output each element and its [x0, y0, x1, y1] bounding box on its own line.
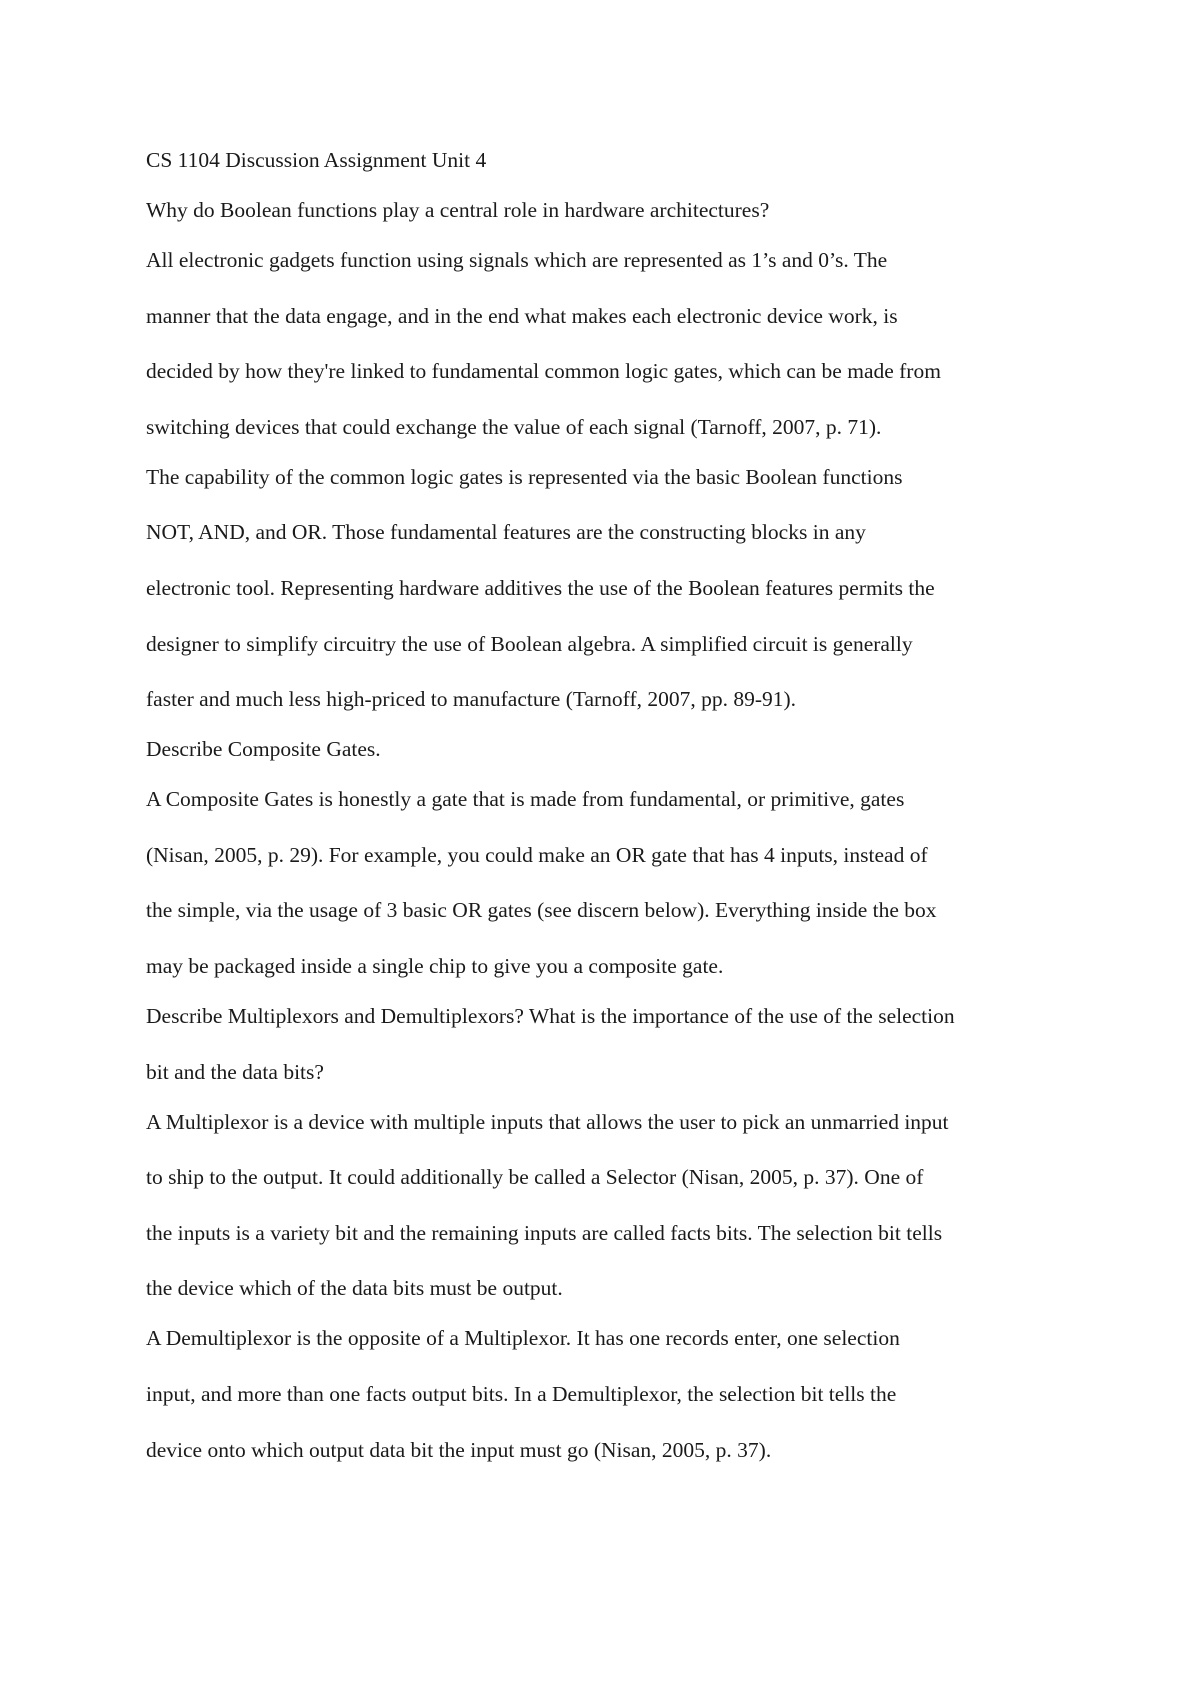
text-line: input, and more than one facts output bits. In a Demultiplexor, the selection bit tells the — [146, 1381, 897, 1406]
text-line: faster and much less high-priced to manufacture (Tarnoff, 2007, pp. 89-91). — [146, 687, 797, 712]
question-heading: bit and the data bits? — [146, 1059, 324, 1084]
question-heading: Why do Boolean functions play a central role in hardware architectures? — [146, 198, 770, 222]
text-line: All electronic gadgets function using signals which are represented as 1’s and 0’s. The — [146, 248, 888, 272]
text-line: device onto which output data bit the input must go (Nisan, 2005, p. 37). — [146, 1437, 772, 1462]
text-line: (Nisan, 2005, p. 29). For example, you could make an OR gate that has 4 inputs, instead of — [146, 842, 928, 867]
question-heading: Describe Multiplexors and Demultiplexors? What is the importance of the use of the selection — [146, 1003, 955, 1028]
text-line: A Multiplexor is a device with multiple inputs that allows the user to pick an unmarried input — [146, 1109, 949, 1134]
text-line: switching devices that could exchange the value of each signal (Tarnoff, 2007, p. 71). — [146, 414, 882, 439]
text-line: A Demultiplexor is the opposite of a Multiplexor. It has one records enter, one selection — [146, 1326, 900, 1351]
text-line: The capability of the common logic gates is represented via the basic Boolean functions — [146, 464, 903, 489]
text-line: electronic tool. Representing hardware additives the use of the Boolean features permits the — [146, 575, 935, 600]
text-line: may be packaged inside a single chip to give you a composite gate. — [146, 953, 724, 978]
text-line: to ship to the output. It could additionally be called a Selector (Nisan, 2005, p. 37). One of — [146, 1165, 924, 1190]
text-line: the device which of the data bits must be output. — [146, 1276, 563, 1301]
question-heading: Describe Composite Gates. — [146, 737, 381, 762]
text-line: NOT, AND, and OR. Those fundamental features are the constructing blocks in any — [146, 520, 866, 545]
text-line: A Composite Gates is honestly a gate that is made from fundamental, or primitive, gates — [146, 787, 905, 812]
text-line: designer to simplify circuitry the use of Boolean algebra. A simplified circuit is generally — [146, 631, 913, 656]
text-line: the simple, via the usage of 3 basic OR gates (see discern below). Everything inside the box — [146, 898, 937, 923]
text-line: manner that the data engage, and in the end what makes each electronic device work, is — [146, 303, 898, 328]
document-body — [146, 146, 1066, 1491]
document-title: CS 1104 Discussion Assignment Unit 4 — [146, 148, 487, 172]
text-line: decided by how they're linked to fundamental common logic gates, which can be made from — [146, 359, 941, 384]
text-line: the inputs is a variety bit and the remaining inputs are called facts bits. The selection bit tells — [146, 1220, 943, 1245]
